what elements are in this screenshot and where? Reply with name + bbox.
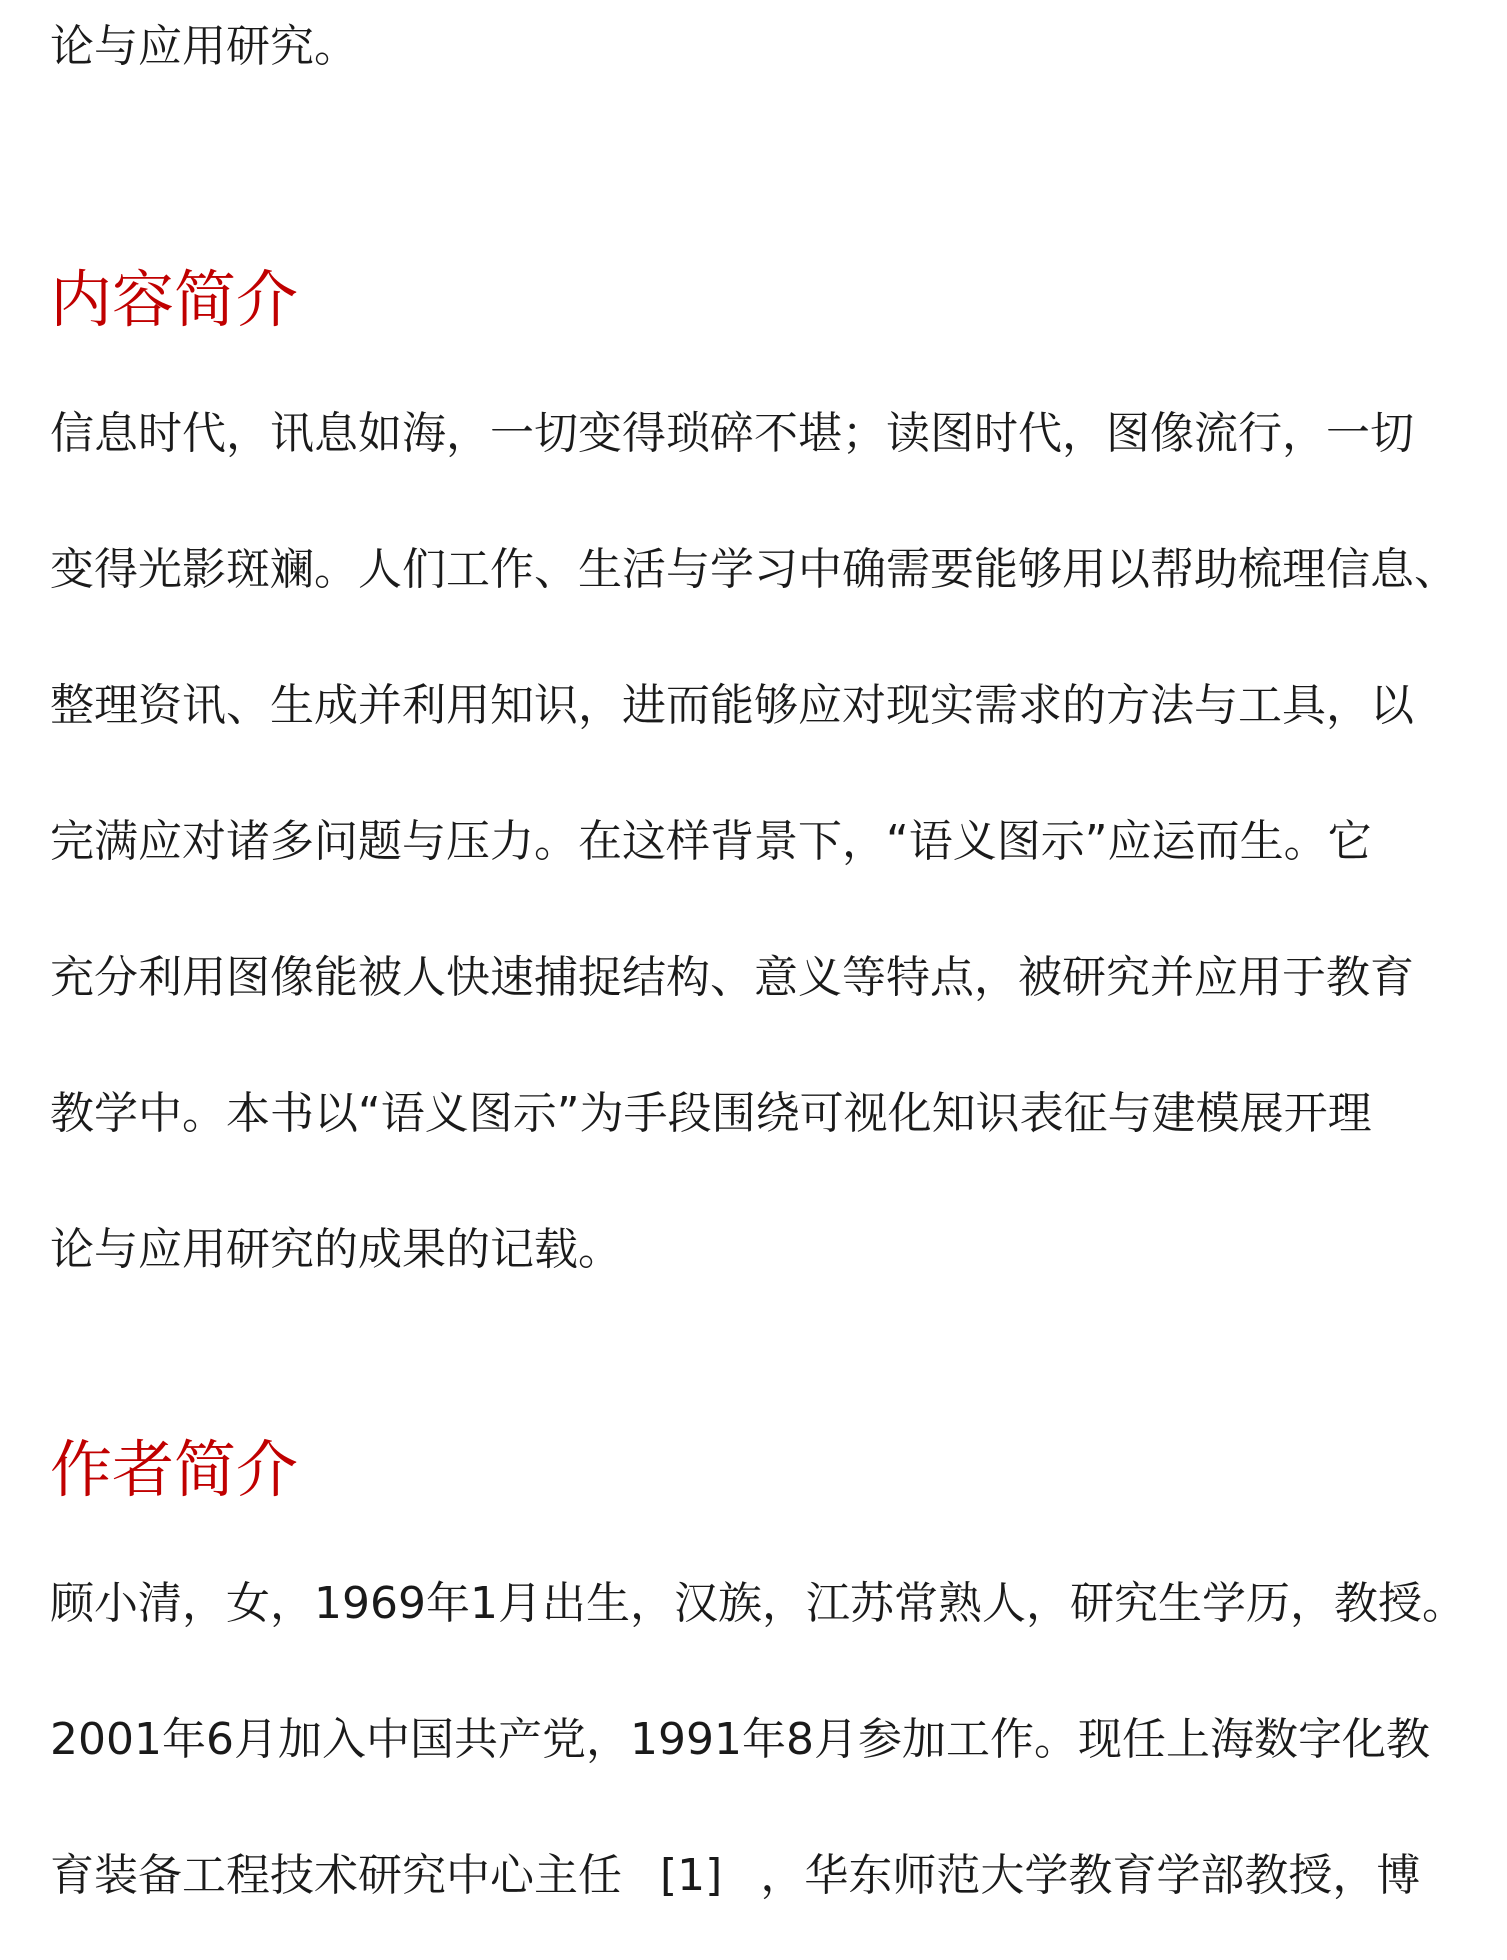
author-bio-paragraph (50, 1536, 1466, 1944)
text-line: 顾小清，女，1969年1月出生，汉族，江苏常熟人，研究生学历，教授。 (50, 1578, 1466, 1629)
section-heading-content-summary: 内容简介 (50, 263, 299, 336)
text-line: 论与应用研究的成果的记载。 (50, 1224, 622, 1275)
text-segment: 育装备工程技术研究中心主任 (50, 1850, 622, 1901)
section-heading-author-bio: 作者简介 (50, 1433, 299, 1506)
text-line: 信息时代，讯息如海，一切变得琐碎不堪；读图时代，图像流行，一切 (50, 408, 1414, 459)
text-line: 2001年6月加入中国共产党，1991年8月参加工作。现任上海数字化教 (50, 1714, 1430, 1765)
text-line: 充分利用图像能被人快速捕捉结构、意义等特点，被研究并应用于教育 (50, 952, 1414, 1003)
previous-paragraph-fragment (50, 2, 1460, 92)
text-segment: ，华东师范大学教育学部教授，博 (760, 1850, 1421, 1901)
text-line: 整理资讯、生成并利用知识，进而能够应对现实需求的方法与工具，以 (50, 680, 1414, 731)
content-summary-paragraph (50, 366, 1460, 1318)
text-line: 变得光影斑斓。人们工作、生活与学习中确需要能够用以帮助梳理信息、 (50, 544, 1458, 595)
reference-link[interactable]: [1] (660, 1850, 723, 1901)
text-line: 完满应对诸多问题与压力。在这样背景下，“语义图示”应运而生。它 (50, 816, 1372, 867)
text-line (50, 1808, 1460, 1944)
text-line: 教学中。本书以“语义图示”为手段围绕可视化知识表征与建模展开理 (50, 1088, 1372, 1139)
text-line: 论与应用研究。 (50, 21, 358, 72)
